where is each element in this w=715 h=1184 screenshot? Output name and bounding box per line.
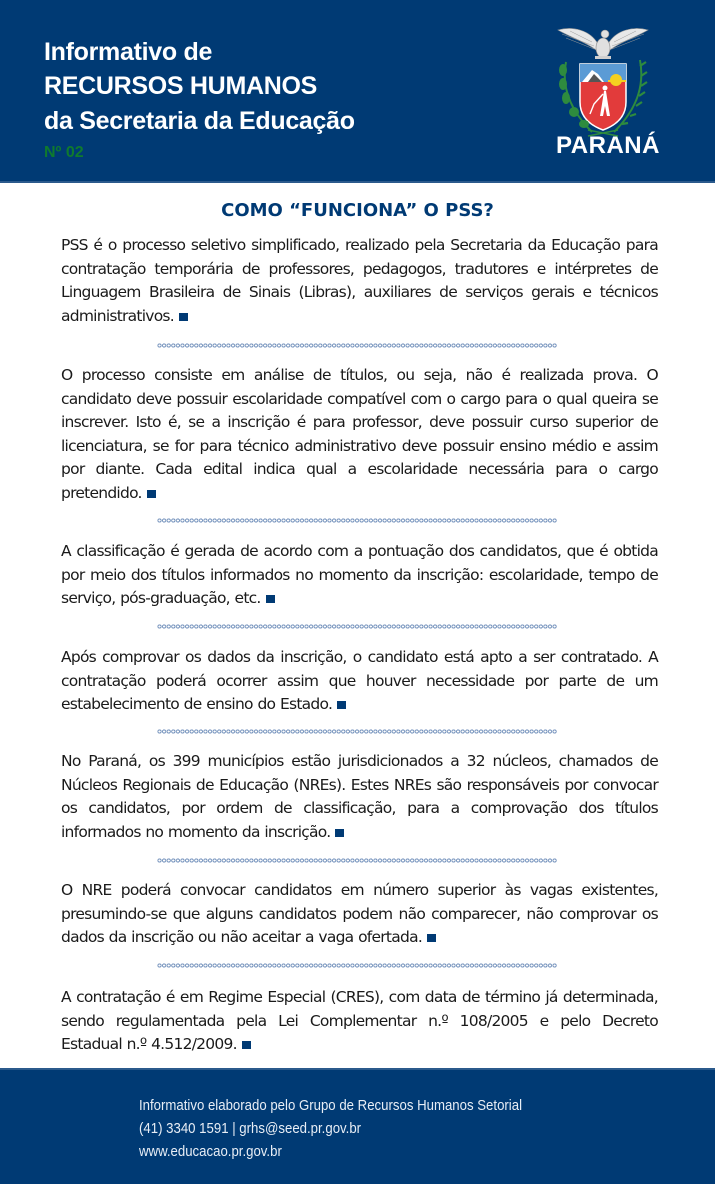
square-end-marker-icon [179, 313, 188, 321]
square-end-marker-icon [427, 934, 436, 942]
dotted-chain-divider-icon [157, 624, 557, 629]
dotted-chain-divider-icon [157, 963, 557, 968]
logo-text-parana: PARANÁ [556, 132, 660, 159]
footer-website-link[interactable]: www.educacao.pr.gov.br [139, 1143, 282, 1160]
paragraph-text: O processo consiste em análise de títulos, ou seja, não é realizada prova. O candidato deve possuir escolaridade compatível com o cargo para o qual queira se inscrever. Isto é, se a inscrição é para professor, deve possuir curso superior de licenciatura, se for para técnico administrativo deve possuir ensino médio e assim por diante. Cada edital indica qual a escolaridade necessária para o cargo pretendido. [61, 366, 658, 502]
paragraph-text: PSS é o processo seletivo simplificado, realizado pela Secretaria da Educação para contratação temporária de professores, pedagogos, tradutores e intérpretes de Linguagem Brasileira de Sinais (Libras), auxiliares de serviços gerais e técnicos administrativos. [61, 236, 658, 325]
footer-credits: Informativo elaborado pelo Grupo de Recursos Humanos Setorial [139, 1097, 523, 1114]
header-title-line-2: RECURSOS HUMANOS [44, 72, 317, 100]
paragraph-text: A classificação é gerada de acordo com a pontuação dos candidatos, que é obtida por meio dos títulos informados no momento da inscrição: escolaridade, tempo de serviço, pós-graduação, etc. [61, 542, 658, 608]
page-title: COMO “FUNCIONA” O PSS? [221, 200, 494, 221]
footer-contact[interactable]: (41) 3340 1591 | grhs@seed.pr.gov.br [139, 1120, 362, 1137]
paragraph-4 [61, 646, 658, 717]
square-end-marker-icon [147, 490, 156, 498]
header-title-line-1: Informativo de [44, 38, 213, 66]
paragraph-5 [61, 750, 658, 844]
paragraph-text: O NRE poderá convocar candidatos em número superior às vagas existentes, presumindo-se que alguns candidatos podem não comparecer, não comprovar os dados da inscrição ou não aceitar a vaga ofertada. [61, 881, 658, 947]
dotted-chain-divider-icon [157, 858, 557, 863]
square-end-marker-icon [335, 829, 344, 837]
paragraph-text: A contratação é em Regime Especial (CRES), com data de término já determinada, sendo regulamentada pela Lei Complementar n.º 108/2005 e pelo Decreto Estadual n.º 4.512/2009. [61, 988, 658, 1054]
paragraph-6 [61, 879, 658, 950]
square-end-marker-icon [337, 701, 346, 709]
header-banner [0, 0, 715, 183]
square-end-marker-icon [266, 595, 275, 603]
parana-coat-of-arms-icon [548, 22, 658, 140]
paragraph-text: No Paraná, os 399 municípios estão jurisdicionados a 32 núcleos, chamados de Núcleos Regionais de Educação (NREs). Estes NREs são responsáveis por convocar os candidatos, por ordem de classificação, para a comprovação dos títulos informados no momento da inscrição. [61, 752, 658, 841]
paragraph-1 [61, 234, 658, 328]
square-end-marker-icon [242, 1041, 251, 1049]
dotted-chain-divider-icon [157, 343, 557, 348]
paragraph-text: Após comprovar os dados da inscrição, o candidato está apto a ser contratado. A contratação poderá ocorrer assim que houver necessidade por parte de um estabelecimento de ensino do Estado. [61, 648, 658, 714]
issue-number: Nº 02 [44, 144, 84, 161]
paragraph-2 [61, 364, 658, 506]
footer-banner [0, 1068, 715, 1184]
paragraph-7 [61, 986, 658, 1057]
paragraph-3 [61, 540, 658, 611]
dotted-chain-divider-icon [157, 729, 557, 734]
dotted-chain-divider-icon [157, 518, 557, 523]
header-title-line-3: da Secretaria da Educação [44, 107, 355, 135]
